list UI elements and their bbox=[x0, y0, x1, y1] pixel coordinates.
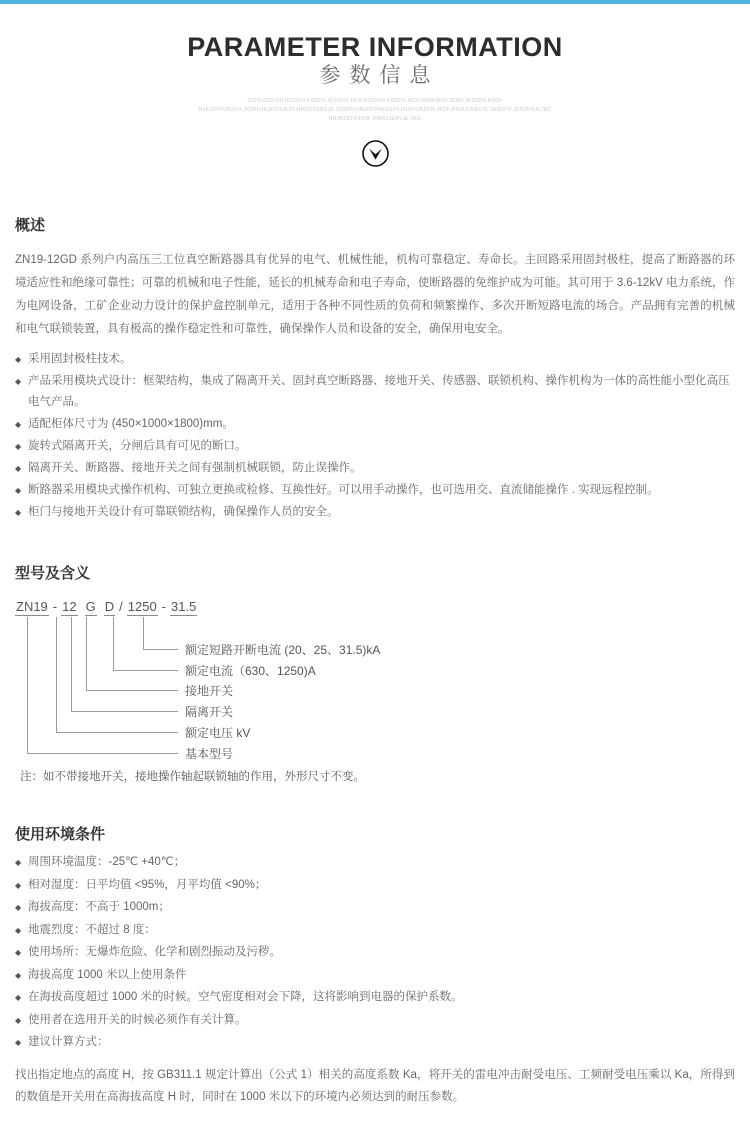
diamond-bullet-icon: ◆ bbox=[15, 420, 22, 429]
list-item bbox=[15, 875, 735, 897]
overview-section bbox=[0, 217, 750, 523]
overview-bullet-list bbox=[15, 349, 735, 523]
diagram-label: 额定电流（630、1250)A bbox=[185, 664, 316, 678]
diamond-bullet-icon: ◆ bbox=[15, 464, 22, 473]
page-subtitle: 参数信息 bbox=[319, 64, 440, 87]
diamond-bullet-icon: ◆ bbox=[15, 377, 22, 386]
connector-line bbox=[27, 617, 178, 754]
bullet-text: 使用者在选用开关的时候必须作有关计算。 bbox=[28, 1013, 247, 1026]
model-designation-diagram bbox=[15, 599, 735, 762]
code-separator: - bbox=[161, 599, 167, 614]
bullet-text: 周围环境温度：-25℃ +40℃； bbox=[28, 856, 186, 868]
bullet-text: 相对湿度：日平均值 <95%，月平均值 <90%； bbox=[28, 878, 267, 891]
diamond-bullet-icon: ◆ bbox=[15, 880, 22, 890]
overview-heading: 概述 bbox=[15, 217, 46, 234]
model-heading: 型号及含义 bbox=[15, 565, 91, 582]
code-separator: / bbox=[119, 599, 123, 614]
list-item bbox=[15, 897, 735, 919]
diamond-bullet-icon: ◆ bbox=[15, 355, 22, 364]
bullet-text: 柜门与接地开关设计有可靠联锁结构，确保操作人员的安全。 bbox=[28, 506, 339, 518]
diagram-label: 基本型号 bbox=[185, 747, 234, 761]
fineprint-line: RHJKSDFHJKDFJHKRJJERVJE.JKG bbox=[328, 116, 422, 122]
model-code bbox=[15, 599, 735, 616]
list-item bbox=[15, 371, 735, 413]
diamond-bullet-icon: ◆ bbox=[15, 486, 22, 495]
bullet-text: 海拔高度：不高于 1000m； bbox=[28, 901, 170, 913]
code-earthing-switch: D bbox=[104, 599, 115, 614]
diagram-label: 隔离开关 bbox=[185, 705, 234, 719]
diamond-bullet-icon: ◆ bbox=[15, 903, 22, 912]
diamond-bullet-icon: ◆ bbox=[15, 508, 22, 517]
list-item bbox=[15, 480, 735, 501]
overview-intro: ZN19-12GD 系列户内高压三工位真空断路器具有优异的电气、机械性能，机构可靠稳定、寿命长。主回路采用固封极柱，提高了断路器的环境适应性和绝缘可靠性；可靠的机械和电子性能，延长的机械寿命和电子寿命，使断路器的免维护成为可能。其可用于 3.6-12kV 电力系统，作为电网设备，工矿企业动力设计的保护盒控制单元，适用于各种不同性质的负荷和频繁操作、多次开断短路电流的场合。产品拥有完善的机械和电气联锁装置，具有极高的操作稳定性和可靠性，确保操作人员和设备的安全，确保用电安全。 bbox=[15, 254, 735, 335]
list-item bbox=[15, 852, 735, 874]
code-separator: - bbox=[52, 599, 58, 614]
code-isolating-switch: G bbox=[85, 599, 96, 614]
bullet-text: 适配柜体尺寸为 (450×1000×1800)mm。 bbox=[28, 418, 234, 430]
diamond-bullet-icon: ◆ bbox=[15, 858, 22, 867]
list-item bbox=[15, 414, 735, 435]
environment-section bbox=[0, 826, 750, 1124]
code-breaking-current: 31.5 bbox=[171, 599, 197, 614]
list-item bbox=[15, 1010, 735, 1032]
diamond-bullet-icon: ◆ bbox=[15, 442, 22, 451]
diamond-bullet-icon: ◆ bbox=[15, 948, 22, 957]
code-rated-voltage: 12 bbox=[62, 599, 77, 614]
code-rated-current: 1250 bbox=[127, 599, 157, 614]
bullet-text: 海拔高度 1000 米以上使用条件 bbox=[28, 968, 187, 981]
page-title: PARAMETER INFORMATION bbox=[187, 32, 563, 62]
bullet-text: 旋转式隔离开关，分闸后具有可见的断口。 bbox=[28, 440, 247, 452]
diagram-label: 接地开关 bbox=[185, 684, 234, 698]
bullet-text: 在海拔高度超过 1000 米的时候。空气密度相对会下降，这将影响到电器的保护系数。 bbox=[28, 991, 463, 1003]
page-header bbox=[0, 4, 750, 173]
model-designation-section bbox=[0, 565, 750, 786]
code-base-model: ZN19 bbox=[16, 599, 48, 614]
list-item bbox=[15, 1032, 735, 1054]
list-item bbox=[15, 349, 735, 370]
diagram-label: 额定电压 kV bbox=[185, 726, 251, 740]
list-item bbox=[15, 458, 735, 479]
fineprint-line: 3DFGJSDFGHJKSDFH.KSDFH.JKSDFH.JKDFHJKDFH.KSDFH.JKDFJHNRJERVJERH.JKSDFH.KSDF bbox=[247, 98, 503, 104]
bullet-text: 建议计算方式： bbox=[28, 1036, 109, 1048]
diamond-bullet-icon: ◆ bbox=[15, 993, 22, 1002]
bullet-text: 隔离开关、断路器、接地开关之间有强制机械联锁，防止误操作。 bbox=[28, 462, 362, 474]
scroll-down-icon[interactable] bbox=[361, 139, 390, 169]
model-note: 注：如不带接地开关，接地操作轴起联锁轴的作用，外形尺寸不变。 bbox=[20, 771, 365, 783]
fineprint-line: HJKSDFHJKDFH.JKDFHJKSDFHJKDFJHKRJVERVJE.JKSDFHJNSDFHJKSDFHJKDFHJKDFH.JKDFJHKRJVERVJE.JKSDFH.JKSDFHJKJKD bbox=[198, 107, 552, 113]
bullet-text: 产品采用模块式设计：框架结构，集成了隔离开关、固封真空断路器、接地开关、传感器、联锁机构、操作机构为一体的高性能小型化高压电气产品。 bbox=[28, 375, 730, 408]
list-item bbox=[15, 502, 735, 523]
bullet-text: 采用固封极柱技术。 bbox=[28, 353, 132, 365]
list-item bbox=[15, 965, 735, 987]
diamond-bullet-icon: ◆ bbox=[15, 970, 22, 980]
bullet-text: 地震烈度：不超过 8 度： bbox=[28, 923, 156, 936]
list-item bbox=[15, 942, 735, 964]
bullet-text: 使用场所：无爆炸危险、化学和剧烈振动及污秽。 bbox=[28, 946, 281, 958]
diagram-label: 额定短路开断电流 (20、25、31.5)kA bbox=[185, 643, 381, 657]
list-item bbox=[15, 436, 735, 457]
diamond-bullet-icon: ◆ bbox=[15, 1038, 22, 1047]
diamond-bullet-icon: ◆ bbox=[15, 1015, 22, 1025]
environment-heading: 使用环境条件 bbox=[15, 826, 106, 843]
list-item bbox=[15, 920, 735, 942]
list-item bbox=[15, 987, 735, 1009]
diamond-bullet-icon: ◆ bbox=[15, 925, 22, 935]
bullet-text: 断路器采用模块式操作机构、可独立更换或检修、互换性好。可以用手动操作，也可选用交、直流储能操作 . 实现远程控制。 bbox=[28, 484, 659, 496]
fineprint-block bbox=[105, 97, 645, 124]
altitude-calculation-paragraph: 找出指定地点的高度 H，按 GB311.1 规定计算出（公式 1）相关的高度系数 Ka，将开关的雷电冲击耐受电压、工频耐受电压乘以 Ka，所得到的数值是开关用在高海拔高度 H 时，同时在 1000 米以下的环境内必须达到的耐压参数。 bbox=[15, 1068, 735, 1103]
environment-bullet-list bbox=[15, 852, 735, 1054]
